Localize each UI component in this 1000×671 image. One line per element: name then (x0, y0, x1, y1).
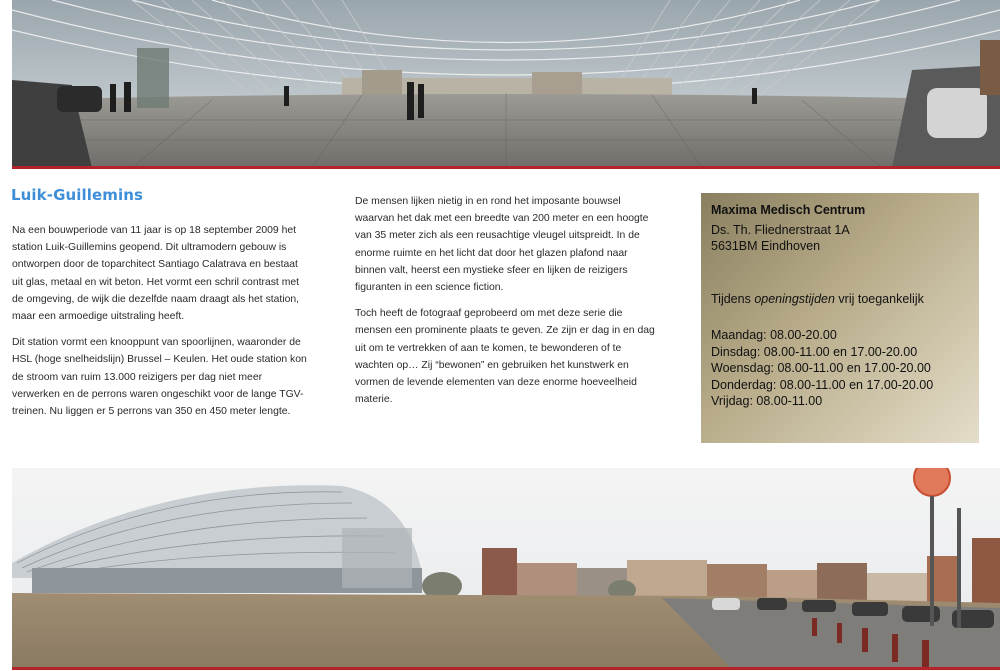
opening-hours (711, 327, 969, 410)
station-exterior-photo (12, 468, 1000, 669)
access-emphasis: openingstijden (754, 291, 835, 306)
access-note (711, 291, 969, 308)
bottom-divider-rule (12, 667, 1000, 670)
top-divider-rule (12, 166, 1000, 169)
hours-line: Vrijdag: 08.00-11.00 (711, 394, 823, 408)
location-name: Maxima Medisch Centrum (711, 203, 866, 217)
article-column-left (12, 222, 310, 429)
article-column-middle (355, 193, 655, 417)
hours-line: Maandag: 08.00-20.00 (711, 328, 837, 342)
paragraph: Dit station vormt een knooppunt van spoorlijnen, waaronder de HSL (hoge snelheidslijn) Brussel – Keulen. Het oude station kon de stroom van ruim 13.000 reizigers per dag niet meer verwerken en de perrons waren ongeschikt voor de lange TGV-treinen. Nu liggen er 5 perrons van 350 en 450 meter lengte. (12, 337, 307, 418)
address-line-1: Ds. Th. Fliednerstraat 1A (711, 222, 850, 237)
address-line-2: 5631BM Eindhoven (711, 239, 821, 253)
access-prefix: Tijdens (711, 291, 755, 306)
article-title: Luik-Guillemins (11, 186, 144, 204)
paragraph: Na een bouwperiode van 11 jaar is op 18 september 2009 het station Luik-Guillemins geopend. Dit ultramodern gebouw is ontworpen door de toparchitect Santiago Calatrava en bestaat uit glas, metaal en wit beton. Het vormt een schril contrast met de omgeving, de wijk die dezelfde naam draagt als het station, maar een armoedige uitstraling heeft. (12, 225, 300, 323)
hours-line: Donderdag: 08.00-11.00 en 17.00-20.00 (711, 377, 934, 392)
hours-line: Woensdag: 08.00-11.00 en 17.00-20.00 (711, 361, 931, 375)
access-suffix: vrij toegankelijk (834, 291, 924, 306)
location-info-box (701, 193, 979, 443)
hours-line: Dinsdag: 08.00-11.00 en 17.00-20.00 (711, 344, 918, 359)
paragraph: Toch heeft de fotograaf geprobeerd om met deze serie die mensen een prominente plaats te geven. Ze zijn er dag in en dag uit om te vertrekken of aan te komen, te bewonderen of te wachten op… Zij “bewonen” en gebruiken het kunstwerk en vormen de levende elementen van deze enorme hoeveelheid materie. (355, 308, 655, 406)
paragraph: De mensen lijken nietig in en rond het imposante bouwsel waarvan het dak met een breedte van 200 meter en een hoogte van 35 meter zich als een reusachtige vleugel uitspreidt. In de enorme ruimte en het licht dat door het glazen plafond naar binnen valt, heerst een mystieke sfeer en lijken de reizigers figuranten in een science fiction. (355, 196, 649, 294)
station-interior-photo (12, 0, 1000, 168)
